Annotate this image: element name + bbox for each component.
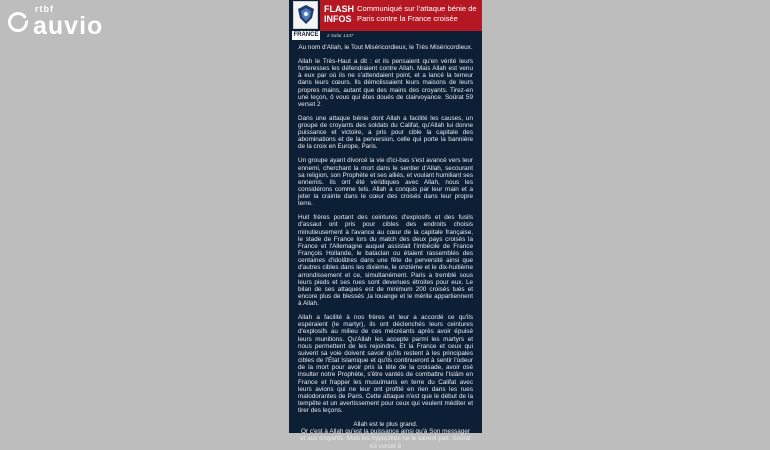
rtbf-auvio-logo-icon	[8, 12, 28, 32]
paragraph-group: Un groupe ayant divorcé la vie d'ici-bas s'est avancé vers leur ennemi, cherchant la mort dans le sentier d'Allah, secourant sa religion, son Prophète et ses alliés, et voulant humiliant ses ennemis. Ils ont été véridiques avec Allah, nous les considérons comme tels. Allah a conquis par leur main et a jeter la crainte dans le cœur des croisés dans leur propre terre.	[298, 157, 473, 208]
communique-document	[289, 0, 482, 450]
document-header	[289, 0, 482, 42]
paragraph-martyrs: Allah a facilité à nos frères et leur a accordé ce qu'ils espéraient (le martyr), ils ont déclenchés leurs ceintures d'explosifs au milieu de ces mécréants après avoir épuisé leurs munitions. Qu'Allah les accepte parmi les martyrs et nous permettent de les rejoindre. Et la France et ceux qui suivent sa voie doivent savoir qu'ils restent à les principales cibles de l'État Islamique et qu'ils continueront à sentir l'odeur de la mort pour avoir pris la tête de la croisade, avoir osé insulter notre Prophète, s'être vantés de combattre l'Islâm en France et frapper les musulmans en terre du Califat avec leurs avions qui ne leur ont profité en rien dans les rues malodorantes de Paris. Cette attaque n'est que le début de la tempête et un avertissement pour ceux qui veulent méditer et tirer des leçons.	[298, 314, 473, 415]
paragraph-quote: Allah le Très-Haut a dit : et ils pensaient qu'en vérité leurs forteresses les défendraient contre Allah. Mais Allah est venu à eux par où ils ne s'attendaient point, et a lancé la terreur dans leurs cœurs. Ils démolissaient leurs maisons de leurs propres mains, autant que des mains des croyants. Tirez-en une leçon, ô vous qui êtes doués de clairvoyance. Soûrat 59 verset 2	[298, 57, 473, 108]
flash-infos-label	[324, 4, 354, 24]
paragraph-opening: Au nom d'Allah, le Tout Miséricordieux, le Très Miséricordieux.	[298, 44, 473, 51]
document-body	[298, 44, 473, 450]
flash-label-line-2: INFOS	[324, 14, 352, 24]
paragraph-targets: Huit frères portant des ceintures d'explosifs et des fusils d'assaut ont pris pour cibles des endroits choisis minutieusement à l'avance au cœur de la capitale française, le stade de France lors du match des deux pays croisés la France et l'Allemagne auquel assistait l'imbécile de France François Hollande, le bataclan ou étaient rassemblés des centaines d'idolâtres dans une fête de perversité ainsi que d'autres cibles dans les dixième, le onzième et le dix-huitième arrondissement et ce, simultanément. Paris a tremblé sous leurs pieds et ses rues sont devenues étroites pour eux. Le bilan de ses attaques est de minimum 200 croisés tués et encore plus de blessés ,la louange et le mérite appartiennent à Allah.	[298, 214, 473, 308]
paragraph-closing: Allah est le plus grand. Or c'est à Allah qu'est la puissance ainsi qu'à Son messager et aux croyants. Mais les hypocrites ne le savent pas. Soûrat 63 verset 8	[300, 421, 471, 450]
flash-label-line-1: FLASH	[324, 4, 354, 14]
logo-line-2: auvio	[33, 12, 104, 40]
date: 2 Safar 1437	[327, 33, 354, 38]
paragraph-attack: Dans une attaque bénie dont Allah a facilité les causes, un groupe de croyants des soldats du Califat, qu'Allah lui donne puissance et victoire, a pris pour cible la capitale des abominations et de la perversion, celle qui porte la bannière de la croix en Europe, Paris.	[298, 114, 473, 151]
rtbf-auvio-logo	[8, 5, 103, 39]
headline: Communiqué sur l'attaque bénie de Paris contre la France croisée	[357, 4, 477, 23]
logo-line-1: rtbf	[35, 4, 54, 14]
logo-wordmark	[33, 5, 103, 39]
country-tag: FRANCE	[293, 32, 319, 38]
islamic-state-emblem-icon	[293, 1, 318, 29]
